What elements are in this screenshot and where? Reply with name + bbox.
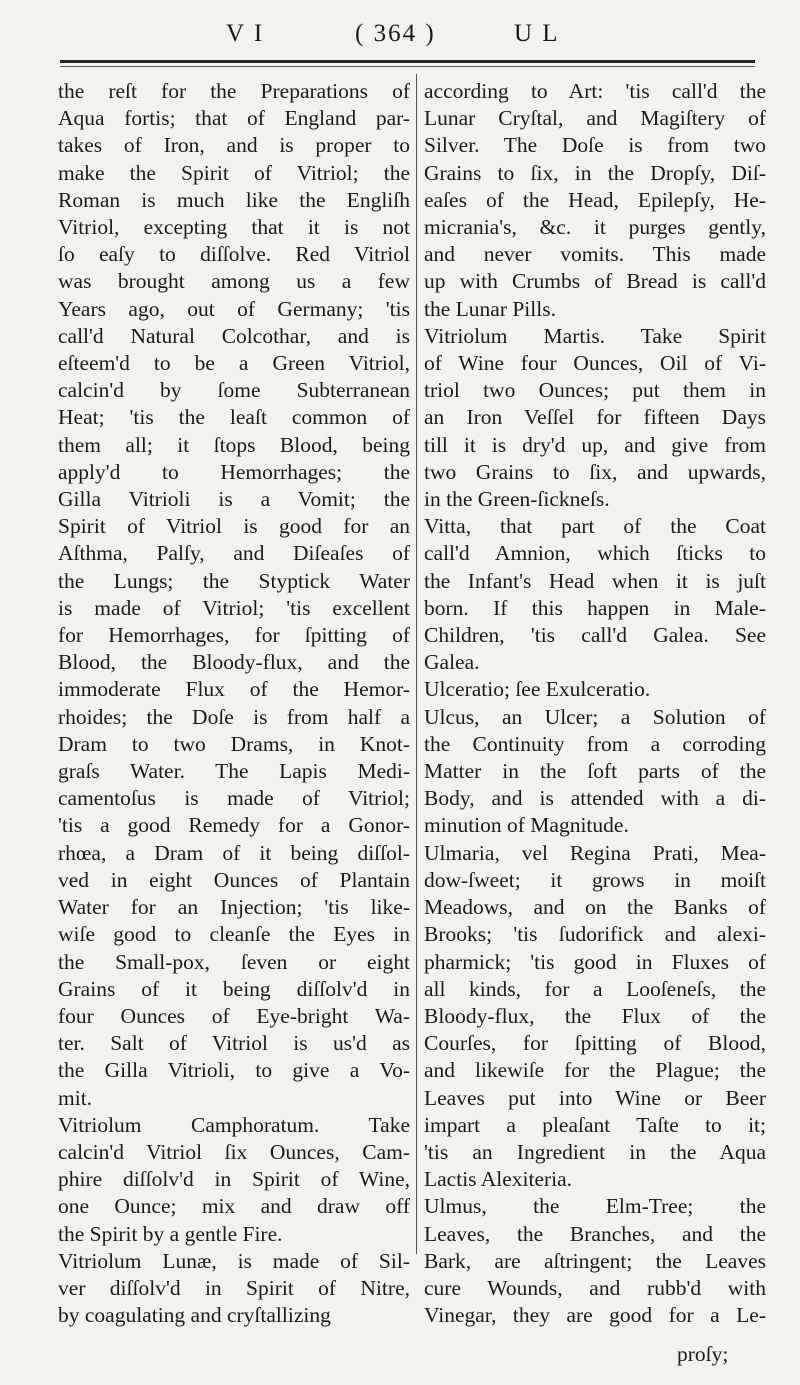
text-line: the reſt for the Preparations of — [58, 79, 410, 103]
text-line: Lunar Cryſtal, and Magiſtery of — [424, 106, 766, 131]
text-line: Ulmaria, vel Regina Prati, Mea- — [424, 840, 766, 865]
text-line: mit. — [58, 1085, 93, 1110]
text-line: all kinds, for a Looſeneſs, the — [424, 976, 766, 1001]
text-line: Galea. — [424, 650, 480, 675]
text-line: Grains to ſix, in the Dropſy, Diſ- — [424, 160, 766, 185]
text-line: Leaves put into Wine or Beer — [424, 1085, 766, 1110]
text-line: ver diſſolv'd in Spirit of Nitre, — [58, 1275, 410, 1300]
text-line: Blood, the Bloody-flux, and the — [58, 650, 410, 675]
text-line: Aſthma, Palſy, and Diſeaſes of — [58, 541, 410, 566]
text-line: 'tis a good Remedy for a Gonor- — [58, 813, 410, 838]
text-line: Years ago, out of Germany; 'tis — [58, 296, 410, 321]
text-line: Children, 'tis call'd Galea. See — [424, 623, 766, 648]
text-line: ved in eight Ounces of Plantain — [58, 867, 410, 892]
text-line: one Ounce; mix and draw off — [58, 1194, 410, 1219]
text-line: call'd Natural Colcothar, and is — [58, 323, 410, 348]
text-line: born. If this happen in Male- — [424, 595, 766, 620]
text-line: the Continuity from a corroding — [424, 731, 766, 756]
text-line: up with Crumbs of Bread is call'd — [424, 269, 766, 294]
text-line: Vitriol, excepting that it is not — [58, 215, 410, 240]
text-line: Vitriolum Lunæ, is made of Sil- — [58, 1248, 410, 1273]
text-line: in the Green-ſickneſs. — [424, 487, 610, 512]
text-line: Ulmus, the Elm-Tree; the — [424, 1194, 766, 1219]
text-line: Vitriolum Martis. Take Spirit — [424, 323, 766, 348]
text-line: calcin'd by ſome Subterranean — [58, 378, 410, 403]
text-line: Gilla Vitrioli is a Vomit; the — [58, 487, 410, 512]
text-line: Meadows, and on the Banks of — [424, 895, 766, 920]
text-line: Bark, are aſtringent; the Leaves — [424, 1248, 766, 1273]
page-number: ( 364 ) — [355, 20, 436, 47]
text-line: pharmick; 'tis good in Fluxes of — [424, 949, 766, 974]
text-line: minution of Magnitude. — [424, 813, 629, 838]
text-line: Vitta, that part of the Coat — [424, 514, 766, 539]
text-line: was brought among us a few — [58, 269, 410, 294]
catchword: proſy; — [677, 1342, 729, 1366]
text-line: the Lunar Pills. — [424, 296, 556, 321]
text-line: Ulceratio; ſee Exulceratio. — [424, 677, 651, 702]
running-header — [0, 16, 800, 56]
text-line: cure Wounds, and rubb'd with — [424, 1275, 766, 1300]
text-line: for Hemorrhages, for ſpitting of — [58, 623, 410, 648]
text-line: is made of Vitriol; 'tis excellent — [58, 595, 410, 620]
text-line: Leaves, the Branches, and the — [424, 1221, 766, 1246]
text-line: Body, and is attended with a di- — [424, 786, 766, 811]
text-line: the Lungs; the Styptick Water — [58, 568, 410, 593]
text-line: Courſes, for ſpitting of Blood, — [424, 1031, 766, 1056]
text-line: call'd Amnion, which ſticks to — [424, 541, 766, 566]
text-line: the Spirit by a gentle Fire. — [58, 1221, 283, 1246]
text-line: ter. Salt of Vitriol is us'd as — [58, 1031, 410, 1056]
text-line: apply'd to Hemorrhages; the — [58, 459, 410, 484]
text-line: by coagulating and cryſtallizing — [58, 1303, 331, 1328]
text-line: make the Spirit of Vitriol; the — [58, 160, 410, 185]
header-rule — [60, 60, 755, 63]
text-line: camentoſus is made of Vitriol; — [58, 786, 410, 811]
text-line: impart a pleaſant Taſte to it; — [424, 1112, 766, 1137]
text-line: Silver. The Doſe is from two — [424, 133, 766, 158]
text-line: Roman is much like the Engliſh — [58, 187, 410, 212]
text-line: phire diſſolv'd in Spirit of Wine, — [58, 1167, 410, 1192]
text-line: ſo eaſy to diſſolve. Red Vitriol — [58, 242, 410, 267]
text-line: the Small-pox, ſeven or eight — [58, 949, 410, 974]
text-line: wiſe good to cleanſe the Eyes in — [58, 922, 410, 947]
text-line: Bloody-flux, the Flux of the — [424, 1003, 766, 1028]
text-line: Brooks; 'tis ſudorifick and alexi- — [424, 922, 766, 947]
text-line: according to Art: 'tis call'd the — [424, 79, 766, 103]
header-left-letters: V I — [226, 20, 265, 47]
text-line: Spirit of Vitriol is good for an — [58, 514, 410, 539]
text-line: triol two Ounces; put them in — [424, 378, 766, 403]
text-line: 'tis an Ingredient in the Aqua — [424, 1139, 766, 1164]
text-line: till it is dry'd up, and give from — [424, 432, 766, 457]
text-line: Vitriolum Camphoratum. Take — [58, 1112, 410, 1137]
text-line: them all; it ſtops Blood, being — [58, 432, 410, 457]
text-line: Ulcus, an Ulcer; a Solution of — [424, 704, 766, 729]
text-line: Dram to two Drams, in Knot- — [58, 731, 410, 756]
text-line: Lactis Alexiteria. — [424, 1167, 573, 1192]
text-line: and never vomits. This made — [424, 242, 766, 267]
text-line: the Gilla Vitrioli, to give a Vo- — [58, 1058, 410, 1083]
text-line: four Ounces of Eye-bright Wa- — [58, 1003, 410, 1028]
text-line: Heat; 'tis the leaſt common of — [58, 405, 410, 430]
text-line: Aqua fortis; that of England par- — [58, 106, 410, 131]
text-line: calcin'd Vitriol ſix Ounces, Cam- — [58, 1139, 410, 1164]
text-line: and likewiſe for the Plague; the — [424, 1058, 766, 1083]
text-line: Grains of it being diſſolv'd in — [58, 976, 410, 1001]
text-line: of Wine four Ounces, Oil of Vi- — [424, 351, 766, 376]
text-line: graſs Water. The Lapis Medi- — [58, 759, 410, 784]
text-line: an Iron Veſſel for fifteen Days — [424, 405, 766, 430]
text-line: two Grains to ſix, and upwards, — [424, 459, 766, 484]
text-line: rhoides; the Doſe is from half a — [58, 704, 410, 729]
right-column — [424, 78, 766, 1329]
text-line: eſteem'd to be a Green Vitriol, — [58, 351, 410, 376]
text-line: Matter in the ſoft parts of the — [424, 759, 766, 784]
text-line: dow-ſweet; it grows in moiſt — [424, 867, 766, 892]
text-line: Water for an Injection; 'tis like- — [58, 895, 410, 920]
text-line: rhœa, a Dram of it being diſſol- — [58, 840, 410, 865]
text-line: Vinegar, they are good for a Le- — [424, 1303, 766, 1328]
left-column — [58, 78, 410, 1329]
header-right-letters: U L — [514, 20, 560, 47]
column-divider — [416, 74, 417, 1254]
header-rule-thin — [60, 66, 755, 67]
text-line: immoderate Flux of the Hemor- — [58, 677, 410, 702]
text-line: eaſes of the Head, Epilepſy, He- — [424, 187, 766, 212]
text-line: micrania's, &c. it purges gently, — [424, 215, 766, 240]
text-line: the Infant's Head when it is juſt — [424, 568, 766, 593]
text-line: takes of Iron, and is proper to — [58, 133, 410, 158]
